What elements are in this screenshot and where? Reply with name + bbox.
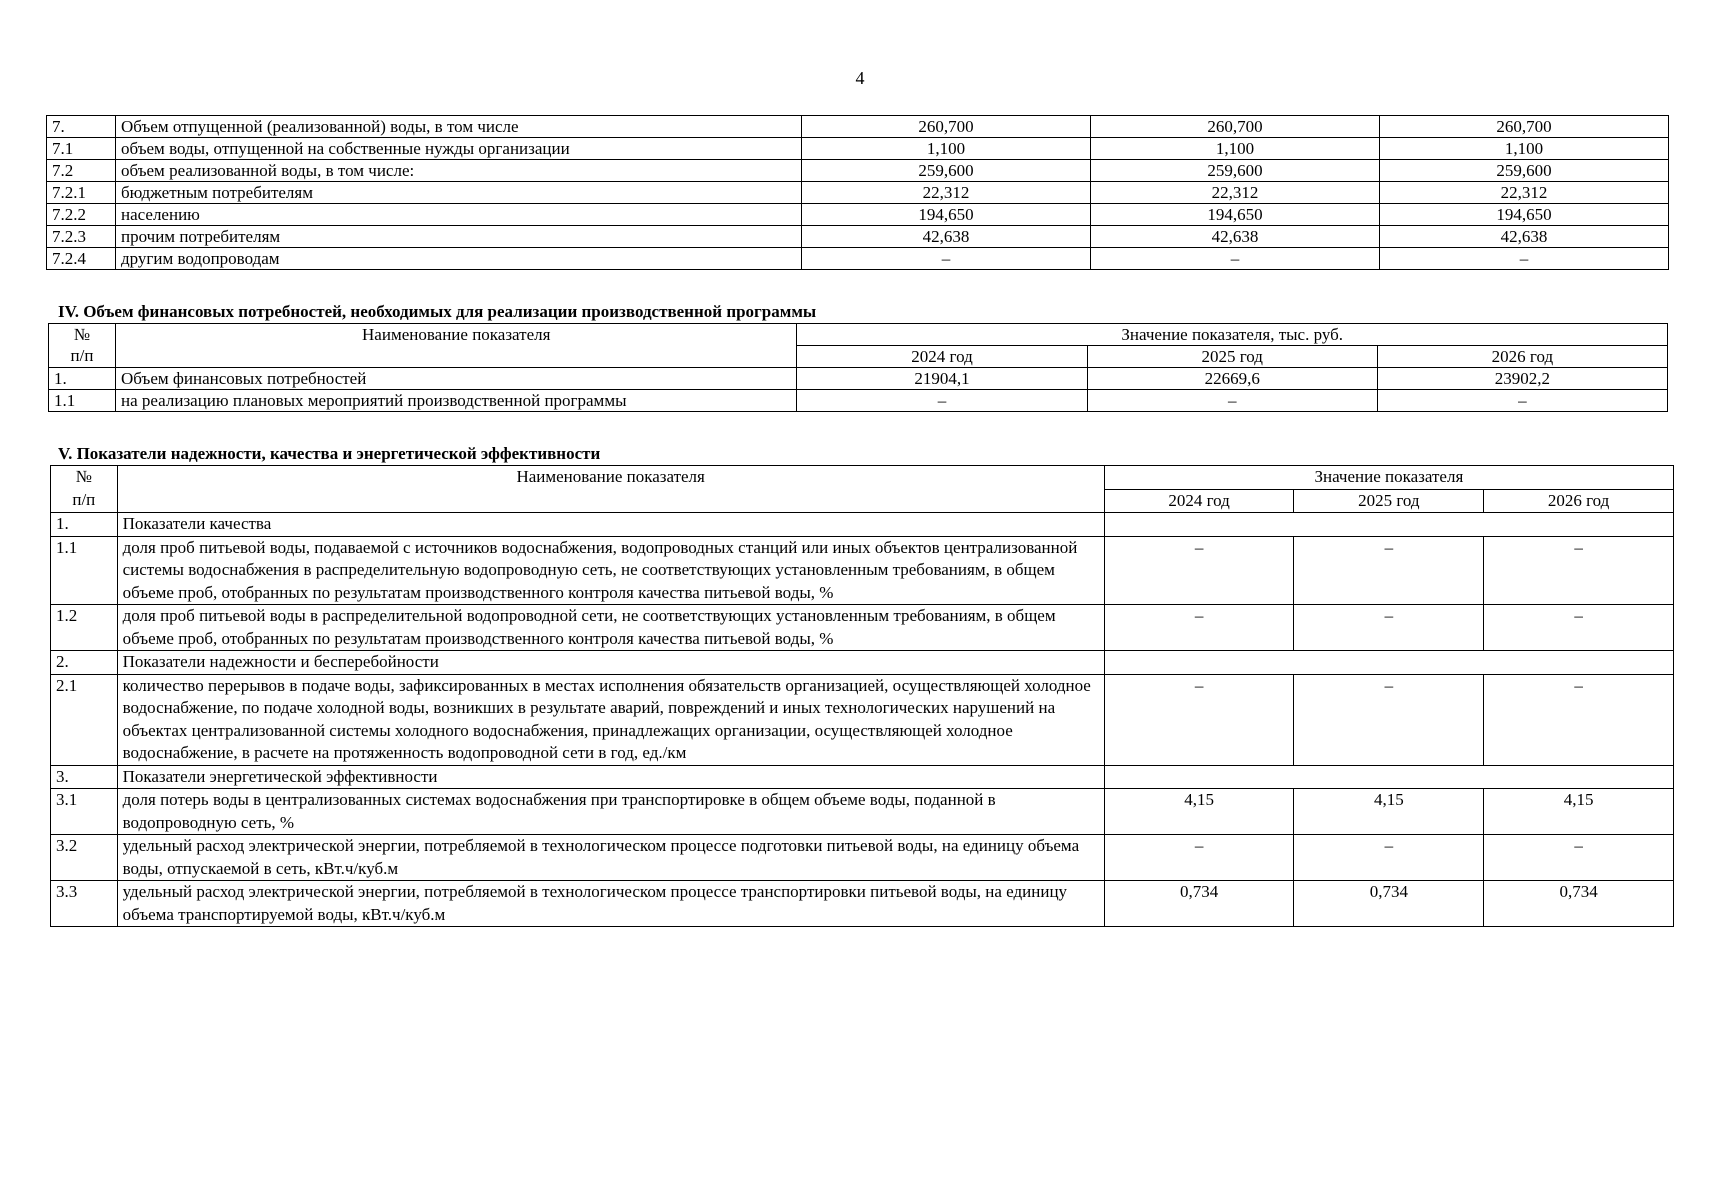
group-number: 1. [51,513,118,537]
row-number: 7.2.1 [47,182,116,204]
value-2026: 22,312 [1380,182,1669,204]
value-2026: 23902,2 [1377,368,1667,390]
table-row [51,881,1674,927]
value-2024: – [1104,674,1294,765]
row-number: 7.2 [47,160,116,182]
value-2025: – [1294,835,1484,881]
group-row [51,765,1674,789]
number-header-line1: № [75,467,92,486]
row-number: 1.1 [49,390,116,412]
value-2025: 22669,6 [1087,368,1377,390]
value-2024: – [802,248,1091,270]
name-header: Наименование показателя [117,466,1104,513]
table-row [47,160,1669,182]
water-volume-table [46,115,1669,270]
value-header: Значение показателя [1104,466,1673,490]
table-row [47,204,1669,226]
value-2025: 1,100 [1091,138,1380,160]
value-2024: 1,100 [802,138,1091,160]
indicator-name: на реализацию плановых мероприятий производственной программы [116,390,797,412]
value-2024: 194,650 [802,204,1091,226]
year-2026-header: 2026 год [1484,489,1674,513]
indicator-name: Объем финансовых потребностей [116,368,797,390]
value-2025: 260,700 [1091,116,1380,138]
row-number: 7.2.3 [47,226,116,248]
indicator-name: удельный расход электрической энергии, потребляемой в технологическом процессе транспортировки питьевой воды, на единицу объема транспортируемой воды, кВт.ч/куб.м [117,881,1104,927]
number-header [49,324,116,368]
value-2025: 4,15 [1294,789,1484,835]
value-2026: 194,650 [1380,204,1669,226]
value-2025: 42,638 [1091,226,1380,248]
row-number: 7.2.4 [47,248,116,270]
row-number: 1. [49,368,116,390]
value-2026: 0,734 [1484,881,1674,927]
table-row [51,605,1674,651]
row-number: 7. [47,116,116,138]
value-2025: 259,600 [1091,160,1380,182]
group-name: Показатели надежности и бесперебойности [117,651,1104,675]
row-number: 7.2.2 [47,204,116,226]
table-row [51,835,1674,881]
row-number: 3.2 [51,835,118,881]
value-2026: 4,15 [1484,789,1674,835]
group-name: Показатели энергетической эффективности [117,765,1104,789]
value-2026: 1,100 [1380,138,1669,160]
row-number: 7.1 [47,138,116,160]
number-header-line2: п/п [70,346,94,365]
table-row [47,116,1669,138]
indicator-name: доля потерь воды в централизованных системах водоснабжения при транспортировке в общем объеме воды, поданной в водопроводную сеть, % [117,789,1104,835]
value-2026: – [1380,248,1669,270]
value-2025: 0,734 [1294,881,1484,927]
year-2024-header: 2024 год [797,346,1087,368]
group-row [51,513,1674,537]
indicator-name: бюджетным потребителям [116,182,802,204]
indicator-name: Объем отпущенной (реализованной) воды, в том числе [116,116,802,138]
value-2024: 22,312 [802,182,1091,204]
row-number: 3.3 [51,881,118,927]
group-name: Показатели качества [117,513,1104,537]
row-number: 2.1 [51,674,118,765]
table-row [47,226,1669,248]
value-2026: – [1484,674,1674,765]
value-2025: 22,312 [1091,182,1380,204]
value-2024: 259,600 [802,160,1091,182]
table-row [47,182,1669,204]
table-row [47,248,1669,270]
row-number: 3.1 [51,789,118,835]
section-4-title: IV. Объем финансовых потребностей, необходимых для реализации производственной программы [58,302,817,321]
section-5-title: V. Показатели надежности, качества и энергетической эффективности [58,444,601,463]
table-row [51,674,1674,765]
group-number: 2. [51,651,118,675]
value-2025: 194,650 [1091,204,1380,226]
group-empty [1104,765,1673,789]
value-2026: 259,600 [1380,160,1669,182]
value-2024: 42,638 [802,226,1091,248]
value-2025: – [1294,674,1484,765]
value-2026: – [1484,605,1674,651]
indicator-name: объем реализованной воды, в том числе: [116,160,802,182]
table-row [49,368,1668,390]
value-2024: 4,15 [1104,789,1294,835]
value-2026: – [1484,835,1674,881]
value-2026: – [1484,536,1674,605]
value-2025: – [1087,390,1377,412]
number-header [51,466,118,513]
indicator-name: количество перерывов в подаче воды, зафиксированных в местах исполнения обязательств организацией, осуществляющей холодное водоснабжение, по подаче холодной воды, возникших в результате аварий, повреждений и иных технологических нарушений на объектах централизованной системы холодного водоснабжения, принадлежащих организации, осуществляющей холодное водоснабжение, в расчете на протяженность водопроводной сети в год, ед./км [117,674,1104,765]
group-empty [1104,651,1673,675]
table-row [47,138,1669,160]
value-2025: – [1294,605,1484,651]
indicator-name: доля проб питьевой воды, подаваемой с источников водоснабжения, водопроводных станций или иных объектов централизованной системы водоснабжения в распределительную водопроводную сеть, не соответствующих установленным требованиям, в общем объеме проб, отобранных по результатам производственного контроля качества питьевой воды, % [117,536,1104,605]
value-header: Значение показателя, тыс. руб. [797,324,1668,346]
reliability-quality-table [50,465,1674,927]
indicator-name: прочим потребителям [116,226,802,248]
header-row [51,466,1674,490]
value-2024: – [1104,605,1294,651]
value-2025: – [1091,248,1380,270]
year-2025-header: 2025 год [1087,346,1377,368]
value-2024: 21904,1 [797,368,1087,390]
indicator-name: удельный расход электрической энергии, потребляемой в технологическом процессе подготовки питьевой воды, на единицу объема воды, отпускаемой в сеть, кВт.ч/куб.м [117,835,1104,881]
value-2026: 42,638 [1380,226,1669,248]
indicator-name: населению [116,204,802,226]
group-empty [1104,513,1673,537]
year-2026-header: 2026 год [1377,346,1667,368]
table-row [51,536,1674,605]
number-header-line1: № [73,325,91,344]
financial-needs-table [48,323,1668,412]
value-2024: – [1104,536,1294,605]
page-number: 4 [855,68,865,88]
value-2025: – [1294,536,1484,605]
indicator-name: доля проб питьевой воды в распределительной водопроводной сети, не соответствующих установленным требованиям, в общем объеме проб, отобранных по результатам производственного контроля качества питьевой воды, % [117,605,1104,651]
value-2026: – [1377,390,1667,412]
value-2024: 0,734 [1104,881,1294,927]
year-2024-header: 2024 год [1104,489,1294,513]
row-number: 1.1 [51,536,118,605]
indicator-name: другим водопроводам [116,248,802,270]
value-2026: 260,700 [1380,116,1669,138]
name-header: Наименование показателя [116,324,797,368]
year-2025-header: 2025 год [1294,489,1484,513]
header-row [49,324,1668,346]
value-2024: 260,700 [802,116,1091,138]
group-number: 3. [51,765,118,789]
value-2024: – [797,390,1087,412]
row-number: 1.2 [51,605,118,651]
number-header-line2: п/п [72,489,96,509]
indicator-name: объем воды, отпущенной на собственные нужды организации [116,138,802,160]
value-2024: – [1104,835,1294,881]
table-row [49,390,1668,412]
table-row [51,789,1674,835]
group-row [51,651,1674,675]
